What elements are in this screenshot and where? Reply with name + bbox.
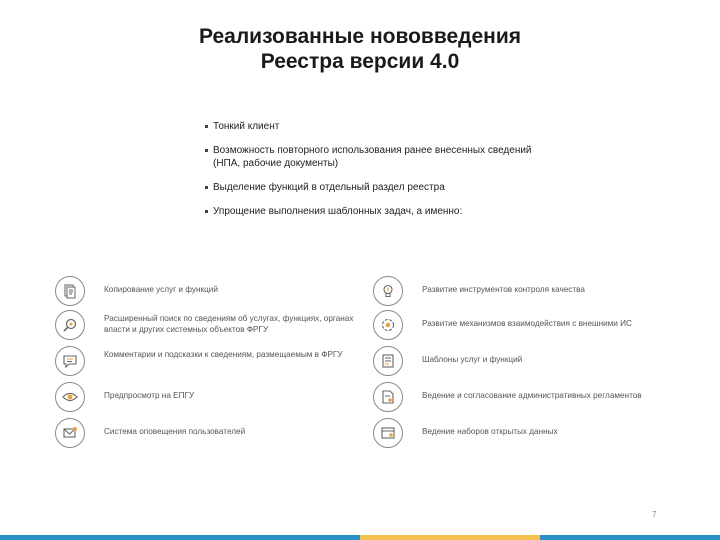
feature-label: Развитие инструментов контроля качества — [422, 285, 585, 294]
footer-color-bar — [0, 535, 720, 540]
feature-label: Комментарии и подсказки к сведениям, размещаемым в ФРГУ — [104, 350, 343, 359]
document-stamp-icon — [373, 382, 403, 412]
gear-cycle-icon — [373, 310, 403, 340]
bullet-item: Выделение функций в отдельный раздел реестра — [205, 181, 535, 194]
slide-title — [0, 24, 720, 74]
speech-bubble-icon — [55, 346, 85, 376]
magnifier-icon — [55, 310, 85, 340]
feature-item — [373, 382, 673, 418]
feature-item — [373, 418, 673, 452]
data-set-icon — [373, 418, 403, 448]
feature-label: Ведение и согласование административных регламентов — [422, 391, 642, 400]
feature-label: Расширенный поиск по сведениям об услугах, функциях, органах власти и других системных объектов ФРГУ — [104, 314, 354, 334]
features-right-column — [373, 276, 673, 452]
feature-item — [55, 382, 355, 418]
bullet-item: Упрощение выполнения шаблонных задач, а именно: — [205, 205, 535, 218]
footer-segment-blue-right — [540, 535, 720, 540]
feature-label: Развитие механизмов взаимодействия с внешними ИС — [422, 319, 632, 328]
feature-item — [55, 310, 355, 346]
slide-title-line2: Реестра версии 4.0 — [260, 50, 460, 73]
page-number: 7 — [652, 510, 657, 519]
footer-segment-yellow — [360, 535, 540, 540]
feature-label: Предпросмотр на ЕПГУ — [104, 391, 195, 400]
slide-title-line1: Реализованные нововведения — [198, 25, 521, 48]
feature-item — [55, 418, 355, 452]
bullet-list — [205, 120, 535, 229]
feature-item — [373, 276, 673, 310]
feature-item — [55, 346, 355, 382]
document-copy-icon — [55, 276, 85, 306]
bullet-item: Тонкий клиент — [205, 120, 535, 133]
feature-label: Шаблоны услуг и функций — [422, 355, 523, 364]
feature-label: Копирование услуг и функций — [104, 285, 218, 294]
template-list-icon — [373, 346, 403, 376]
envelope-icon — [55, 418, 85, 448]
eye-icon — [55, 382, 85, 412]
features-left-column — [55, 276, 355, 452]
feature-label: Ведение наборов открытых данных — [422, 427, 558, 436]
bullet-item: Возможность повторного использования ранее внесенных сведений (НПА, рабочие документы) — [205, 144, 535, 170]
footer-segment-blue — [0, 535, 360, 540]
feature-item — [373, 310, 673, 346]
feature-label: Система оповещения пользователей — [104, 427, 246, 436]
feature-item — [55, 276, 355, 310]
lightbulb-icon — [373, 276, 403, 306]
feature-item — [373, 346, 673, 382]
